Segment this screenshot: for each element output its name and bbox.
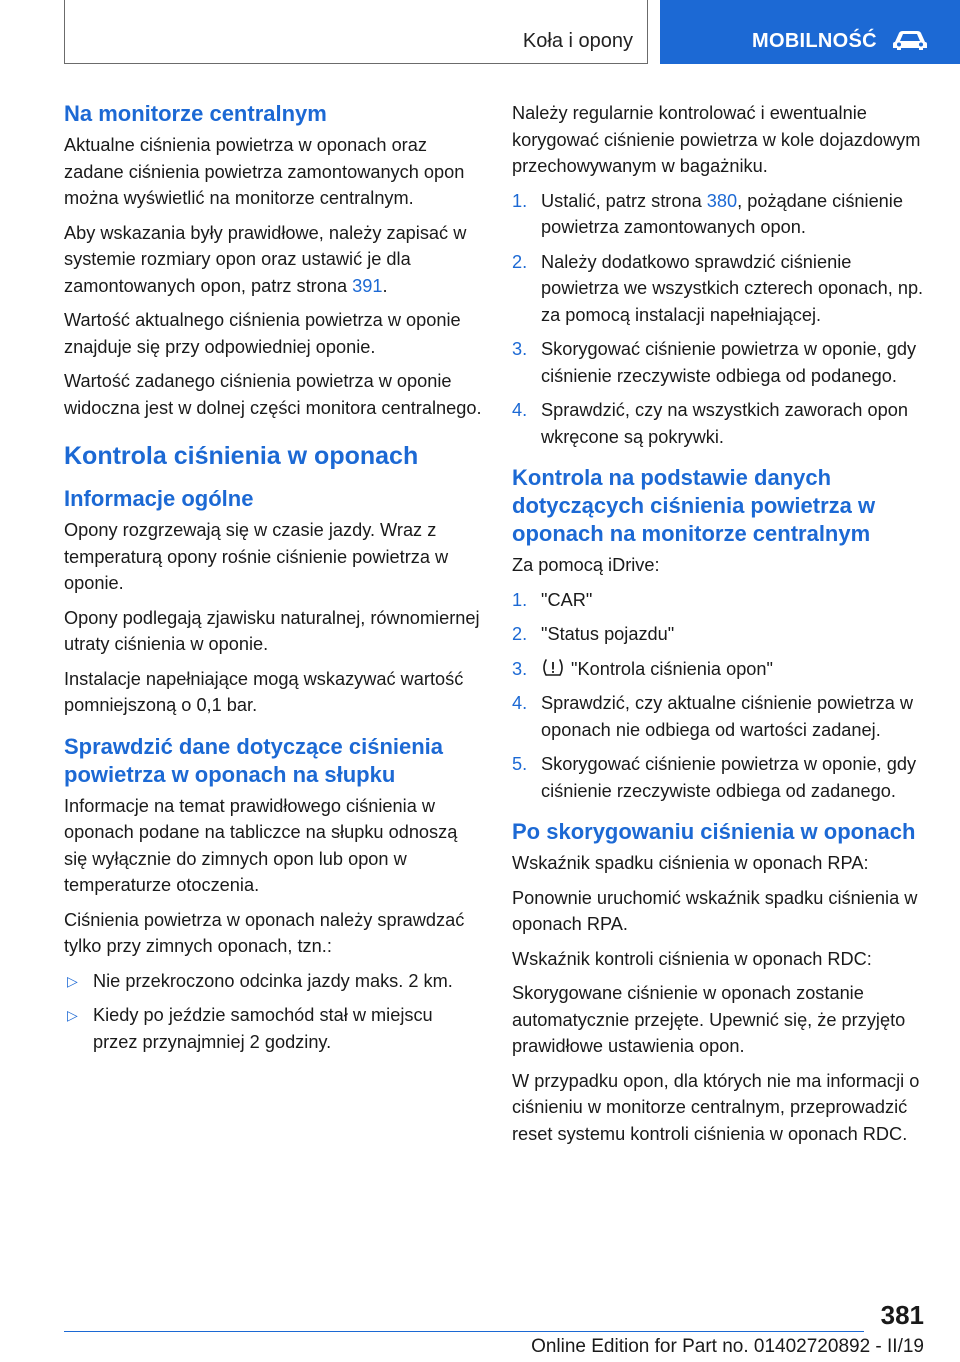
footer-divider: [64, 1331, 864, 1332]
left-column: [64, 100, 482, 1063]
heading-tire-pressure-check: Kontrola ciśnienia w oponach: [64, 442, 419, 470]
list-item: ▷ Kiedy po jeździe samochód stał w miejscu przez przynajmniej 2 godziny.: [64, 1002, 482, 1055]
numbered-list: [512, 188, 932, 451]
list-item: ▷ Nie przekroczono odcinka jazdy maks. 2 km.: [64, 968, 482, 995]
header-section-box: [64, 0, 648, 64]
paragraph: Opony podlegają zjawisku naturalnej, równomiernej utraty ciśnienia w oponie.: [64, 607, 480, 654]
list-item: 2. "Status pojazdu": [512, 624, 675, 644]
list-item: 4. Sprawdzić, czy na wszystkich zaworach opon wkręcone są pokrywki.: [512, 400, 908, 447]
list-item: 4. Sprawdzić, czy aktualne ciśnienie powietrza w oponach nie odbiega od wartości zadanej.: [512, 693, 914, 740]
right-column: [512, 100, 932, 1155]
header-chapter-title: MOBILNOŚĆ: [752, 30, 877, 52]
paragraph: Należy regularnie kontrolować i ewentualnie korygować ciśnienie powietrza w kole dojazdowym przechowywanym w bagażniku.: [512, 103, 921, 176]
header-chapter-tab: [660, 0, 960, 64]
page-reference-link[interactable]: 391: [352, 275, 383, 296]
paragraph: Opony rozgrzewają się w czasie jazdy. Wraz z temperaturą opony rośnie ciśnienie powietrza w oponie.: [64, 520, 449, 593]
header-section-title: Koła i opony: [522, 30, 633, 52]
paragraph: Wskaźnik kontroli ciśnienia w oponach RDC:: [512, 948, 872, 969]
paragraph: Ponownie uruchomić wskaźnik spadku ciśnienia w oponach RPA.: [512, 887, 918, 934]
paragraph: Informacje na temat prawidłowego ciśnienia w oponach podane na tabliczce na słupku odnoszą się wyłącznie do zimnych opon lub opon w temperaturze otoczenia.: [64, 795, 458, 895]
list-item: 3. "Kontrola ciśnienia opon": [512, 658, 773, 679]
tire-pressure-warning-icon: [541, 658, 565, 678]
bullet-list: [64, 968, 482, 1056]
paragraph: Aktualne ciśnienia powietrza w oponach oraz zadane ciśnienia powietrza zamontowanych opon można wyświetlić na monitorze centralnym.: [64, 135, 465, 208]
list-item: 1. "CAR": [512, 589, 593, 610]
heading-central-monitor-check: Kontrola na podstawie danych dotyczących ciśnienia powietrza w oponach na monitorze centralnym: [512, 465, 876, 546]
footer-edition-text: Online Edition for Part no. 01402720892 - II/19: [531, 1336, 924, 1357]
paragraph: Aby wskazania były prawidłowe, należy zapisać w systemie rozmiary opon oraz ustawić je dla zamontowanych opon, patrz strona 391.: [64, 222, 467, 296]
page-number: 381: [880, 1300, 924, 1330]
list-item: 2. Należy dodatkowo sprawdzić ciśnienie powietrza we wszystkich czterech oponach, np. za pomocą instalacji napełniającej.: [512, 251, 924, 325]
heading-check-pillar-data: Sprawdzić dane dotyczące ciśnienia powietrza w oponach na słupku: [64, 733, 444, 787]
paragraph: Za pomocą iDrive:: [512, 555, 660, 575]
triangle-bullet-icon: ▷: [67, 972, 78, 989]
list-item: 1. Ustalić, patrz strona 380, pożądane ciśnienie powietrza zamontowanych opon.: [512, 190, 903, 237]
list-item: 3. Skorygować ciśnienie powietrza w oponie, gdy ciśnienie rzeczywiste odbiega od podanego.: [512, 339, 917, 386]
paragraph: Wskaźnik spadku ciśnienia w oponach RPA:: [512, 853, 869, 873]
heading-general-info: Informacje ogólne: [64, 486, 254, 511]
heading-central-monitor: Na monitorze centralnym: [64, 101, 327, 126]
car-icon: [891, 28, 929, 52]
numbered-list: [512, 587, 932, 805]
paragraph: Instalacje napełniające mogą wskazywać wartość pomniejszoną o 0,1 bar.: [64, 668, 464, 715]
paragraph: Skorygowane ciśnienie w oponach zostanie automatycznie przejęte. Upewnić się, że przyjęto prawidłowe ustawienia opon.: [512, 983, 906, 1056]
list-item: 5. Skorygować ciśnienie powietrza w oponie, gdy ciśnienie rzeczywiste odbiega od zadanego.: [512, 754, 917, 801]
paragraph: Wartość aktualnego ciśnienia powietrza w oponie znajduje się przy odpowiedniej oponie.: [64, 310, 461, 357]
paragraph: W przypadku opon, dla których nie ma informacji o ciśnieniu w monitorze centralnym, przeprowadzić reset systemu kontroli ciśnienia w oponach RDC.: [512, 1070, 920, 1144]
paragraph: Wartość zadanego ciśnienia powietrza w oponie widoczna jest w dolnej części monitora centralnego.: [64, 371, 482, 418]
page-reference-link[interactable]: 380: [706, 190, 738, 211]
heading-after-correction: Po skorygowaniu ciśnienia w oponach: [512, 819, 916, 844]
triangle-bullet-icon: ▷: [67, 1007, 78, 1023]
paragraph: Ciśnienia powietrza w oponach należy sprawdzać tylko przy zimnych oponach, tzn.:: [64, 909, 465, 956]
